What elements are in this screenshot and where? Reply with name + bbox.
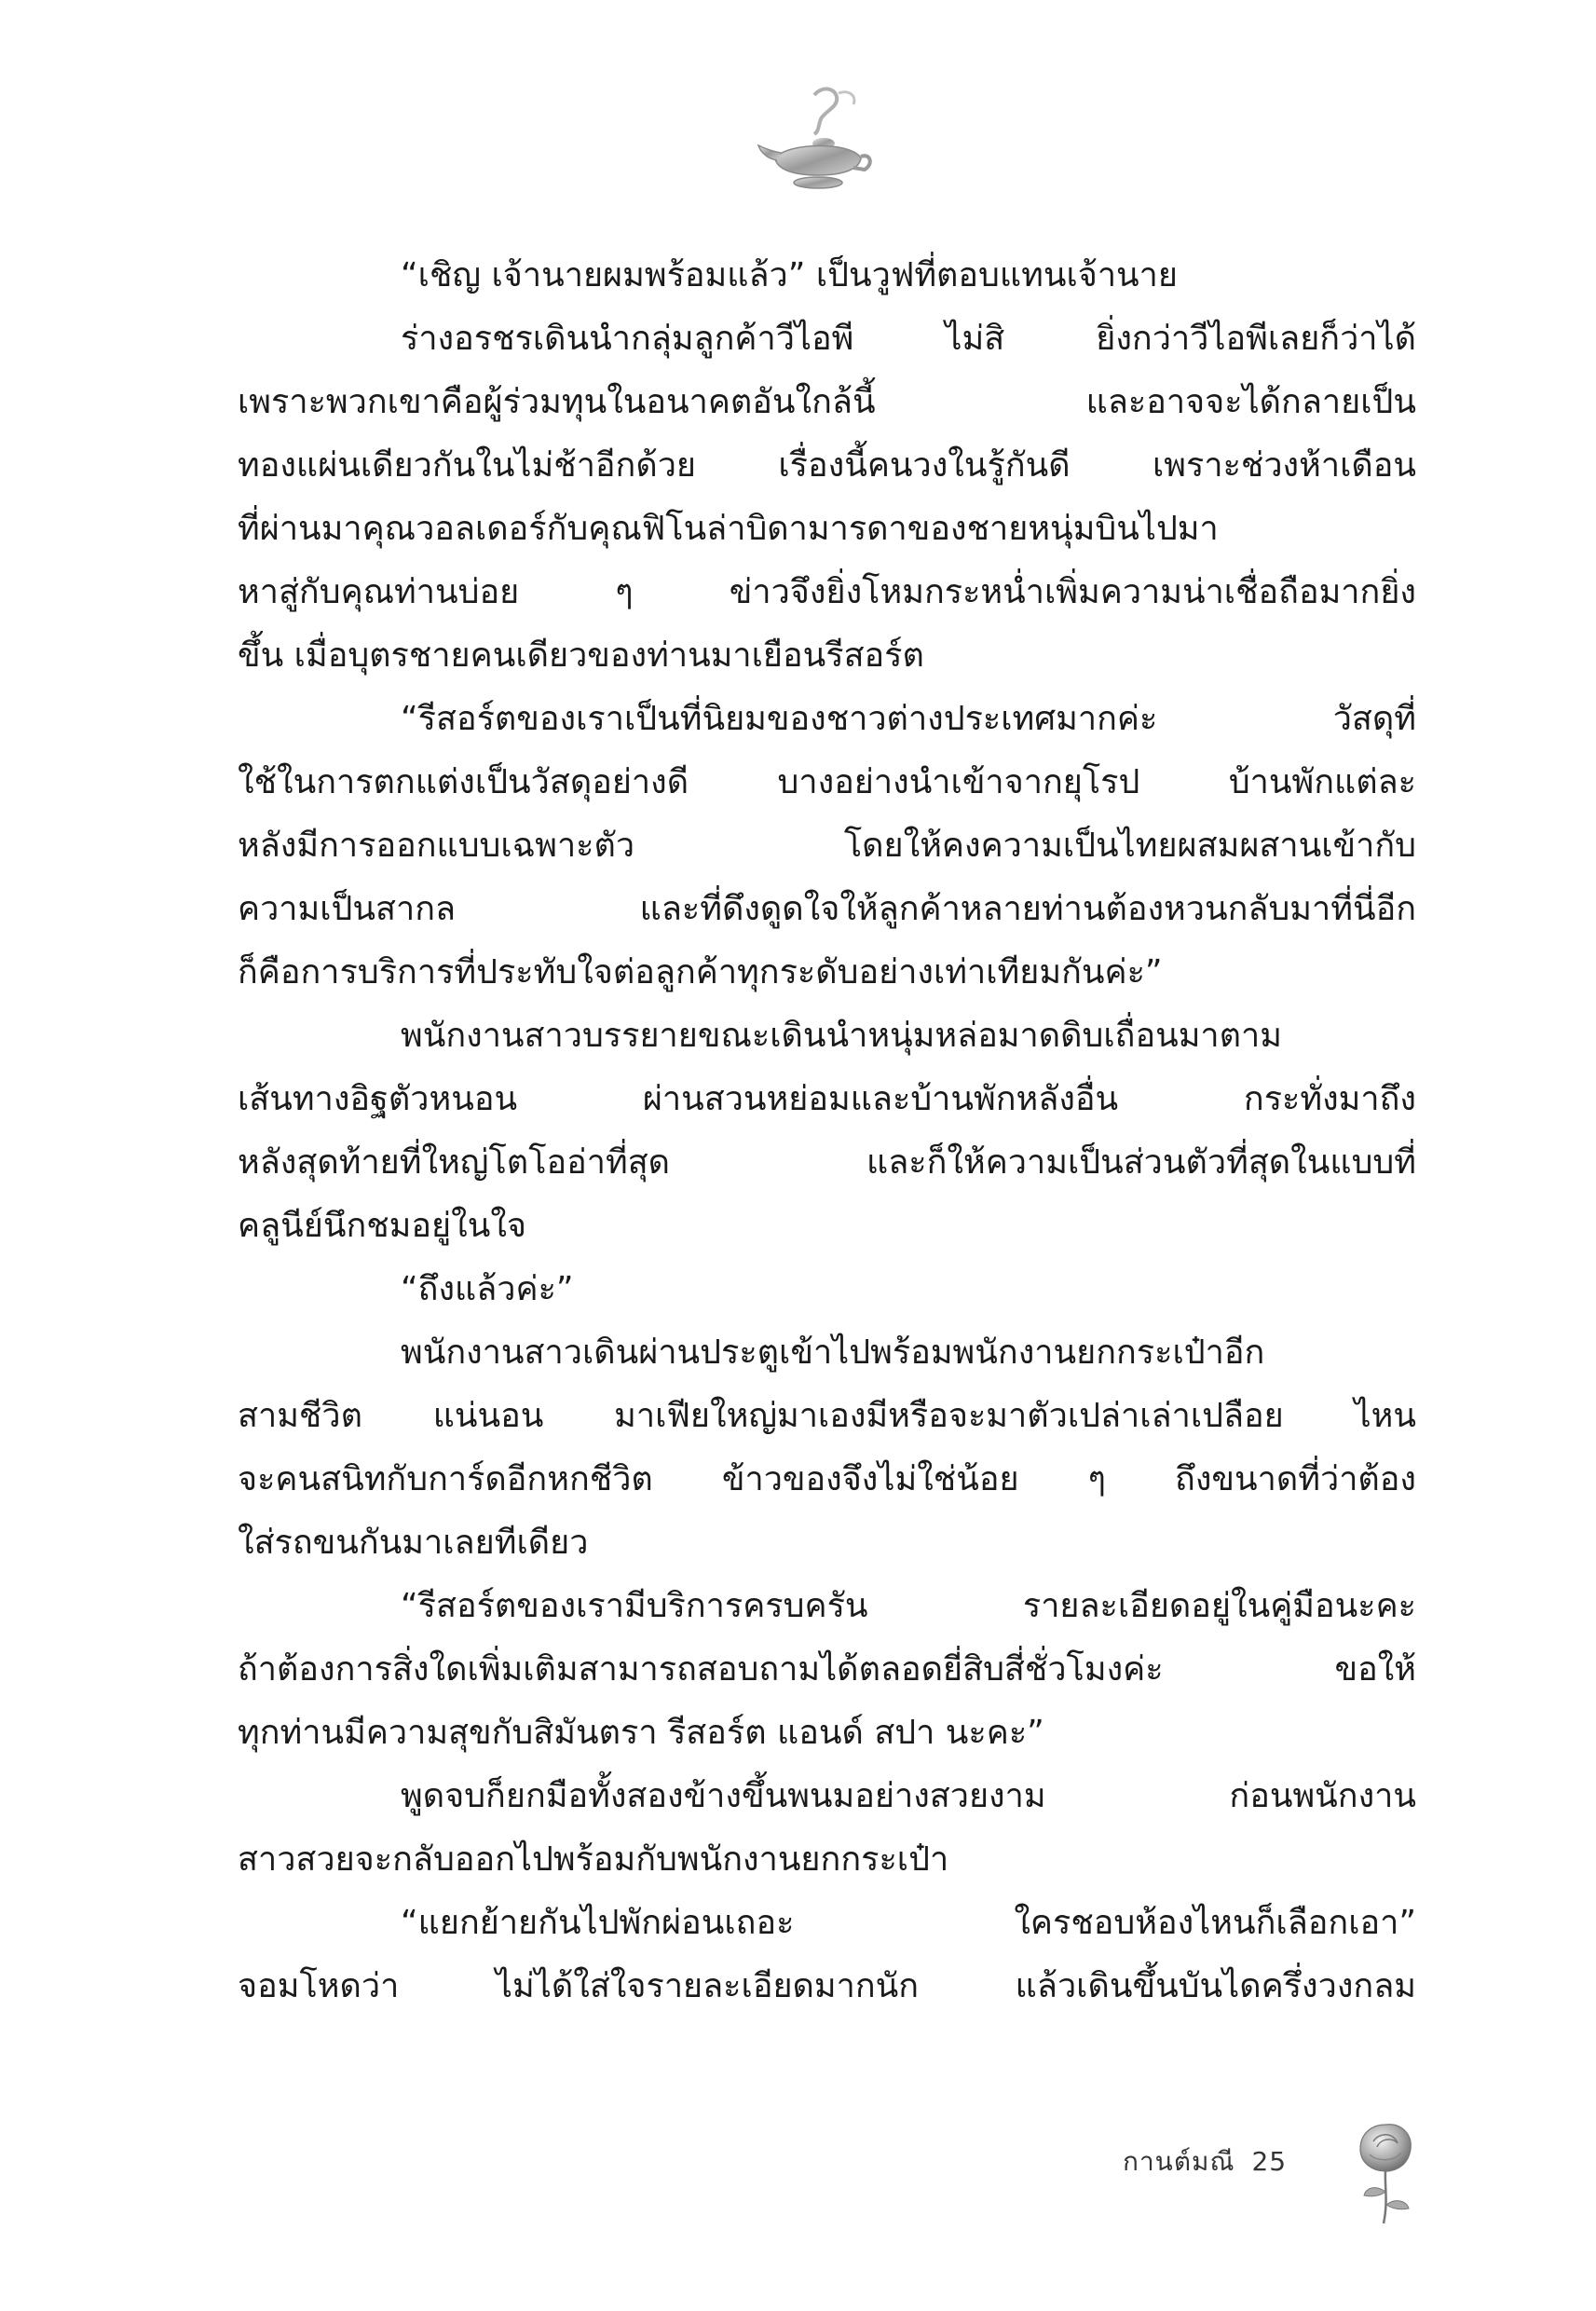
text-line: จะคนสนิทกับการ์ดอีกหกชีวิต ข้าวของจึงไม่ใช่น้อย ๆ ถึงขนาดที่ว่าต้อง <box>238 1460 1416 1498</box>
text-line: พูดจบก็ยกมือทั้งสองข้างขึ้นพนมอย่างสวยงาม ก่อนพนักงาน <box>401 1777 1416 1815</box>
text-line: ใช้ในการตกแต่งเป็นวัสดุอย่างดี บางอย่างนำเข้าจากยุโรป บ้านพักแต่ละ <box>238 763 1416 801</box>
text-line: “แยกย้ายกันไปพักผ่อนเถอะ ใครชอบห้องไหนก็เลือกเอา” <box>401 1904 1416 1942</box>
page-number: 25 <box>1251 2146 1288 2177</box>
text-line: “เชิญ เจ้านายผมพร้อมแล้ว” เป็นวูฟที่ตอบแทนเจ้านาย <box>401 256 1178 294</box>
text-line: ร่างอรชรเดินนำกลุ่มลูกค้าวีไอพี ไม่สิ ยิ่งกว่าวีไอพีเลยก็ว่าได้ <box>401 320 1416 358</box>
genie-lamp-icon <box>757 86 878 198</box>
text-line: สาวสวยจะกลับออกไปพร้อมกับพนักงานยกกระเป๋า <box>238 1840 949 1879</box>
page-footer <box>1123 2141 1287 2182</box>
text-line: หลังมีการออกแบบเฉพาะตัว โดยให้คงความเป็นไทยผสมผสานเข้ากับ <box>238 827 1416 865</box>
author-name: กานต์มณี <box>1123 2146 1235 2177</box>
text-line: เพราะพวกเขาคือผู้ร่วมทุนในอนาคตอันใกล้นี้ และอาจจะได้กลายเป็น <box>238 383 1416 421</box>
text-line: คลูนีย์นึกชมอยู่ในใจ <box>238 1207 526 1245</box>
text-line: ถ้าต้องการสิ่งใดเพิ่มเติมสามารถสอบถามได้ตลอดยี่สิบสี่ชั่วโมงค่ะ ขอให้ <box>238 1650 1416 1689</box>
story-text <box>238 244 1416 2108</box>
text-line: หลังสุดท้ายที่ใหญ่โตโออ่าที่สุด และก็ให้ความเป็นส่วนตัวที่สุดในแบบที่ <box>238 1143 1416 1182</box>
text-line: ทุกท่านมีความสุขกับสิมันตรา รีสอร์ต แอนด์ สปา นะคะ” <box>238 1714 1044 1752</box>
text-line: ความเป็นสากล และที่ดึงดูดใจให้ลูกค้าหลายท่านต้องหวนกลับมาที่นี่อีก <box>238 890 1416 928</box>
text-line: จอมโหดว่า ไม่ได้ใส่ใจรายละเอียดมากนัก แล้วเดินขึ้นบันไดครึ่งวงกลม <box>238 1967 1416 2005</box>
text-line: ทองแผ่นเดียวกันในไม่ช้าอีกด้วย เรื่องนี้คนวงในรู้กันดี เพราะช่วงห้าเดือน <box>238 446 1416 485</box>
text-line: พนักงานสาวบรรยายขณะเดินนำหนุ่มหล่อมาดดิบเถื่อนมาตาม <box>401 1017 1282 1055</box>
text-line: ใส่รถขนกันมาเลยทีเดียว <box>238 1524 589 1562</box>
text-line: เส้นทางอิฐตัวหนอน ผ่านสวนหย่อมและบ้านพักหลังอื่น กระทั่งมาถึง <box>238 1080 1416 1118</box>
text-line: “รีสอร์ตของเราเป็นที่นิยมของชาวต่างประเทศมากค่ะ วัสดุที่ <box>401 700 1416 738</box>
rose-icon <box>1353 2117 1418 2229</box>
text-line: “รีสอร์ตของเรามีบริการครบครัน รายละเอียดอยู่ในคู่มือนะคะ <box>401 1587 1416 1625</box>
text-line: “ถึงแล้วค่ะ” <box>401 1270 574 1308</box>
text-line: ขึ้น เมื่อบุตรชายคนเดียวของท่านมาเยือนรีสอร์ต <box>238 636 924 675</box>
text-line: สามชีวิต แน่นอน มาเฟียใหญ่มาเองมีหรือจะมาตัวเปล่าเล่าเปลือย ไหน <box>238 1397 1416 1435</box>
text-line: ก็คือการบริการที่ประทับใจต่อลูกค้าทุกระดับอย่างเท่าเทียมกันค่ะ” <box>238 953 1163 991</box>
text-line: หาสู่กับคุณท่านบ่อย ๆ ข่าวจึงยิ่งโหมกระหน่ำเพิ่มความน่าเชื่อถือมากยิ่ง <box>238 573 1416 611</box>
text-line: พนักงานสาวเดินผ่านประตูเข้าไปพร้อมพนักงานยกกระเป๋าอีก <box>401 1333 1265 1372</box>
text-line: ที่ผ่านมาคุณวอลเดอร์กับคุณฟิโนล่าบิดามารดาของชายหนุ่มบินไปมา <box>238 510 1219 548</box>
